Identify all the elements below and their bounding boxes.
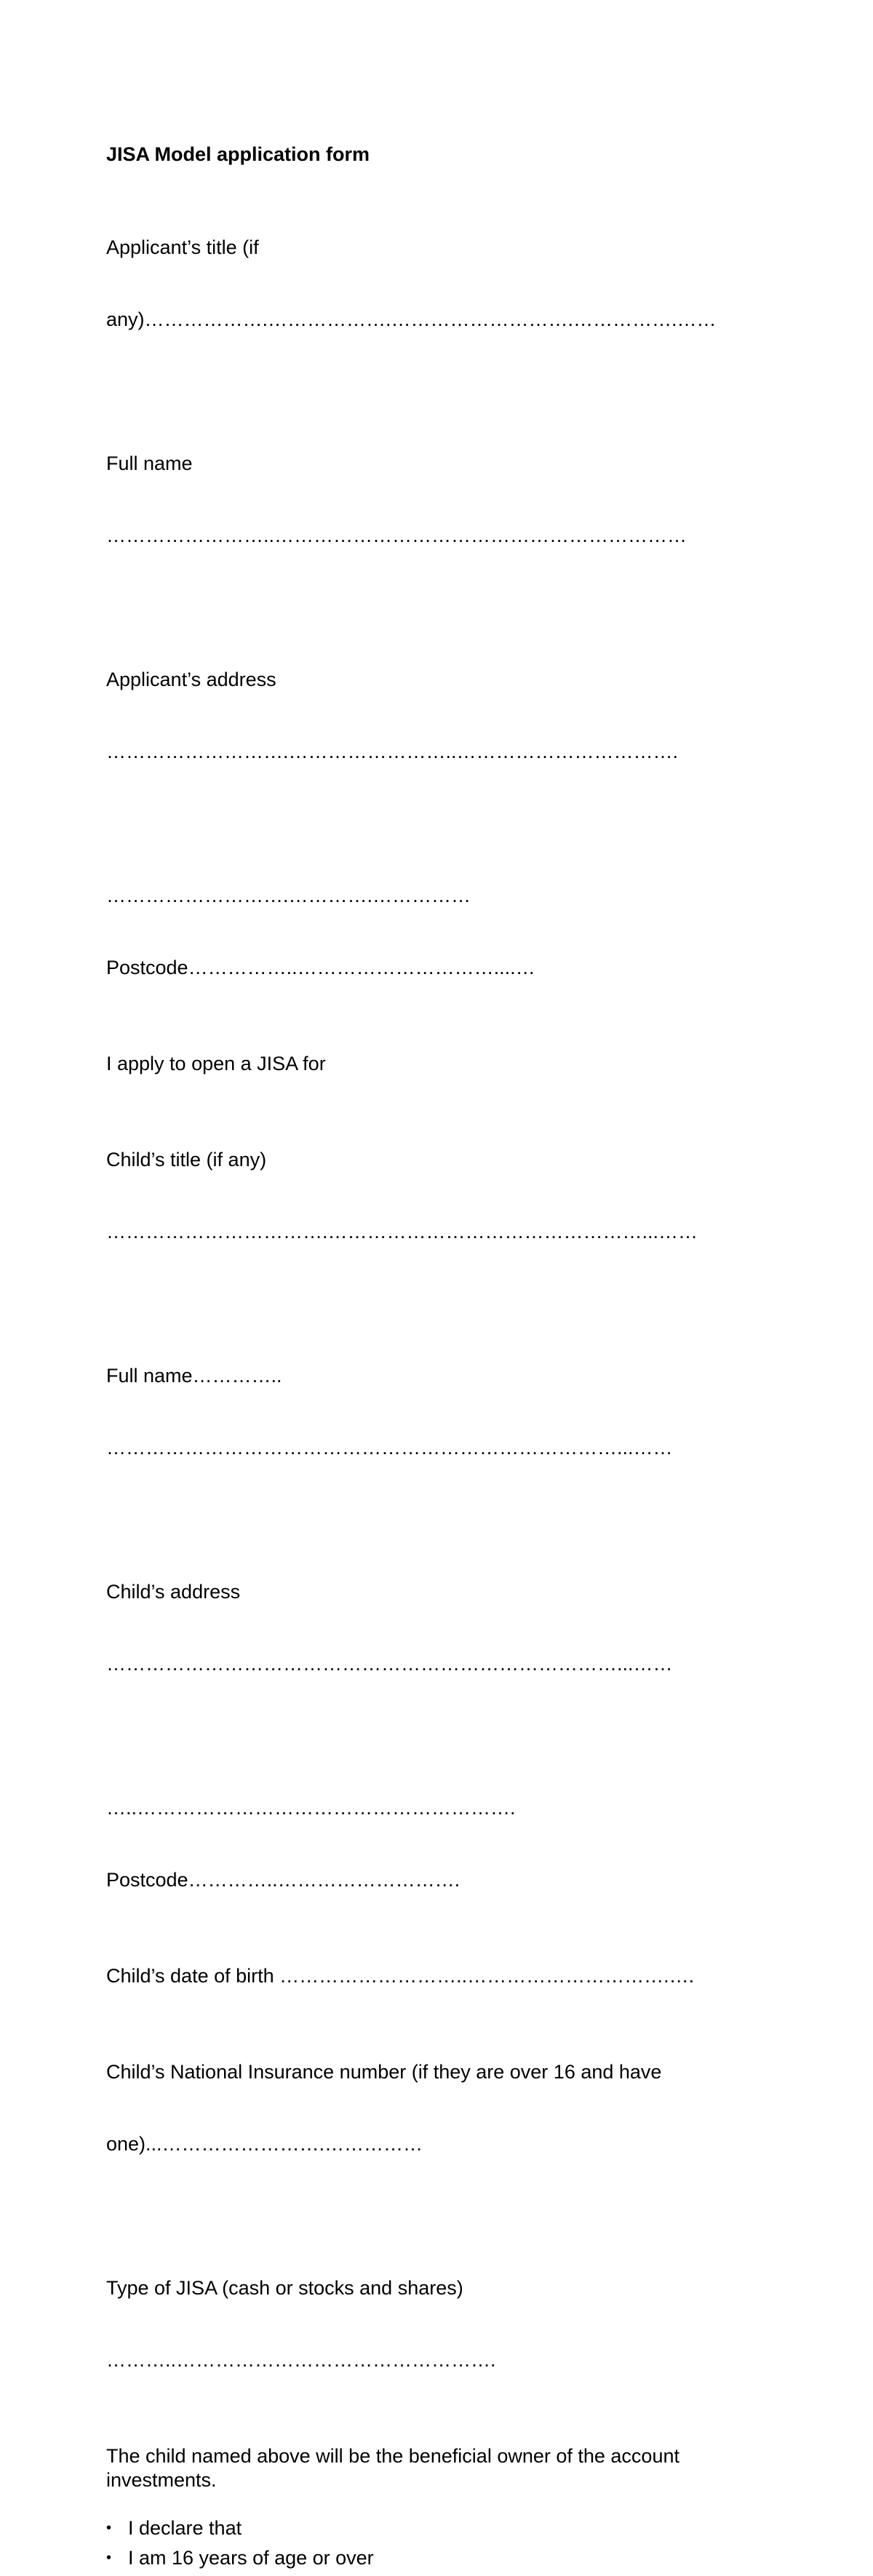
applicant-title-blank: any)……………….……………….……………………….…………….…… [106, 308, 717, 330]
child-title-blank: …………………………….…………………………………………...…… [106, 1221, 698, 1243]
child-ni-blank: one)...…………………….…………… [106, 2133, 423, 2155]
applicant-address-field [106, 620, 761, 1028]
child-ni-field [106, 2012, 761, 2204]
declaration-text: I am 16 years of age or over [128, 2547, 374, 2569]
child-address-field [106, 1532, 761, 1940]
declaration-item [106, 2546, 761, 2570]
beneficial-owner-statement: The child named above will be the beneficial owner of the account investments. [106, 2445, 685, 2491]
child-full-name-blank: ……………………………………………………………………...…… [106, 1437, 673, 1459]
applicant-full-name-field [106, 404, 761, 596]
applicant-full-name-blank: ……………………..……………………………………………………… [106, 525, 687, 546]
applicant-title-label: Applicant’s title (if [106, 236, 259, 258]
jisa-type-blank: ………..…………………………………………. [106, 2349, 496, 2371]
child-full-name-label: Full name………….. [106, 1365, 282, 1387]
apply-statement: I apply to open a JISA for [106, 1053, 326, 1074]
child-dob-field: Child’s date of birth ………………………..………………………….…. [106, 1965, 695, 1987]
applicant-postcode: Postcode……………..…………………………....… [106, 957, 535, 978]
child-address-blank-1: ……………………………………………………………………...…… [106, 1653, 673, 1675]
child-title-label: Child’s title (if any) [106, 1149, 267, 1171]
child-address-blank-2: …..…………………………………………………. [106, 1797, 516, 1819]
applicant-full-name-label: Full name [106, 452, 193, 474]
applicant-address-blank-2: ……………………….………….…………… [106, 885, 471, 906]
child-ni-label: Child’s National Insurance number (if they are over 16 and have [106, 2061, 662, 2083]
child-full-name-field [106, 1316, 761, 1508]
child-title-field [106, 1100, 761, 1292]
child-postcode: Postcode…………..………………………. [106, 1869, 461, 1891]
applicant-address-blank-1: ……………………….……………………..……………………………. [106, 741, 679, 762]
jisa-type-field [106, 2228, 761, 2420]
applicant-title-field [106, 188, 761, 380]
applicant-address-label: Applicant’s address [106, 669, 276, 690]
jisa-type-label: Type of JISA (cash or stocks and shares) [106, 2277, 463, 2299]
child-address-label: Child’s address [106, 1581, 241, 1603]
declaration-item [106, 2516, 761, 2540]
bullet-icon: • [106, 2520, 112, 2536]
declaration-text: I declare that [128, 2517, 242, 2539]
form-title: JISA Model application form [106, 143, 370, 165]
application-form [106, 143, 761, 2576]
bullet-icon: • [106, 2550, 112, 2566]
declaration-list [106, 2516, 761, 2570]
